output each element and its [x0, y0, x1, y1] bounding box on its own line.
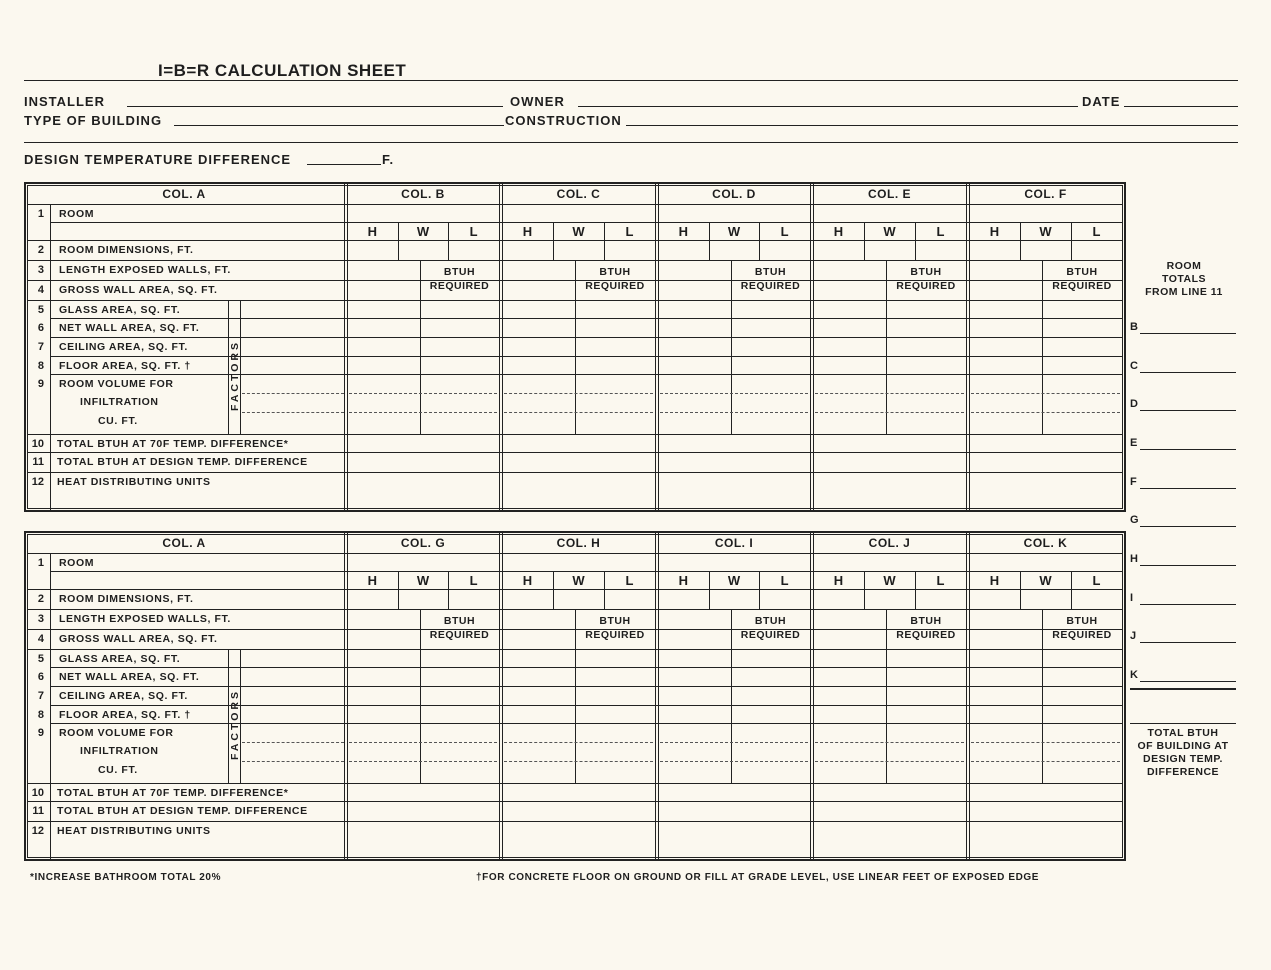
row-number: 5 [37, 653, 44, 665]
row-number: 8 [37, 709, 44, 721]
row-label: CEILING AREA, SQ. FT. [59, 690, 188, 702]
heat-units-cell[interactable] [347, 821, 499, 858]
row-number: 8 [37, 360, 44, 372]
row-number: 3 [37, 613, 44, 625]
row-line [50, 374, 1123, 375]
hwl-label: W [1039, 573, 1052, 588]
dashed-line [971, 412, 1120, 413]
hwl-label: W [1039, 224, 1052, 239]
total-btuh-line-3: DESIGN TEMP. [1143, 753, 1223, 765]
column-header: COL. G [400, 536, 446, 550]
dashed-line [815, 412, 964, 413]
btuh-label: BTUH [754, 615, 787, 627]
btuh-label: BTUH [599, 615, 631, 627]
row-label: LENGTH EXPOSED WALLS, FT. [59, 613, 231, 625]
dashed-line [504, 412, 653, 413]
room-total-field[interactable] [1140, 642, 1236, 643]
row-label: ROOM VOLUME FOR [59, 378, 174, 390]
hwl-divider [604, 571, 605, 609]
column-divider [655, 531, 656, 861]
column-divider [966, 531, 967, 861]
hwl-divider [759, 222, 760, 260]
hwl-label: H [678, 573, 689, 588]
row-line [50, 571, 1123, 572]
row-line [27, 783, 1123, 784]
room-total-field[interactable] [1140, 333, 1236, 334]
row-line [27, 553, 1123, 554]
btuh-label: REQUIRED [1052, 280, 1112, 292]
installer-field[interactable] [127, 106, 503, 107]
construction-label: CONSTRUCTION [505, 113, 622, 128]
row-number: 4 [37, 284, 44, 296]
row-label: LENGTH EXPOSED WALLS, FT. [59, 264, 231, 276]
dashed-line [349, 761, 497, 762]
type-of-building-field[interactable] [174, 125, 504, 126]
row-number: 10 [31, 787, 44, 799]
factors-label: FACTORS [229, 689, 241, 761]
row-number: 1 [37, 557, 44, 569]
room-total-letter: F [1130, 476, 1137, 488]
btuh-label: BTUH [443, 266, 476, 278]
room-total-letter: C [1130, 360, 1138, 372]
column-divider [499, 182, 500, 512]
hwl-divider [759, 571, 760, 609]
row-label: TOTAL BTUH AT 70F TEMP. DIFFERENCE* [57, 787, 289, 799]
hwl-divider [915, 222, 916, 260]
hwl-divider [864, 222, 865, 260]
row-label: GROSS WALL AREA, SQ. FT. [59, 284, 218, 296]
btuh-label: REQUIRED [585, 629, 645, 641]
row-number: 6 [37, 322, 44, 334]
hwl-label: W [883, 224, 896, 239]
hwl-divider [864, 571, 865, 609]
btuh-label: REQUIRED [585, 280, 645, 292]
heat-units-cell[interactable] [969, 821, 1122, 858]
hwl-divider [1071, 571, 1072, 609]
column-header: COL. E [867, 187, 911, 201]
row-label: HEAT DISTRIBUTING UNITS [57, 825, 211, 837]
col-a-header: COL. A [162, 187, 206, 201]
column-header: COL. I [714, 536, 754, 550]
dashed-line [971, 761, 1120, 762]
design-temp-label: DESIGN TEMPERATURE DIFFERENCE [24, 152, 292, 167]
row-line [50, 337, 1123, 338]
row-line [27, 204, 1123, 205]
room-total-field[interactable] [1140, 449, 1236, 450]
column-divider [499, 531, 500, 861]
dashed-line [971, 393, 1120, 394]
hwl-label: L [780, 224, 789, 239]
btuh-label: REQUIRED [896, 629, 956, 641]
row-line [50, 222, 1123, 223]
heat-units-cell[interactable] [347, 472, 499, 509]
hwl-label: L [936, 224, 945, 239]
hwl-label: L [469, 224, 478, 239]
hwl-label: H [522, 224, 533, 239]
owner-field[interactable] [578, 106, 1078, 107]
dashed-line [349, 393, 497, 394]
total-rule-2 [1130, 723, 1236, 724]
row-label: ROOM DIMENSIONS, FT. [59, 244, 194, 256]
design-temp-field[interactable] [307, 164, 381, 165]
row-number-divider [50, 553, 51, 861]
room-total-letter: E [1130, 437, 1138, 449]
row-number-divider [50, 204, 51, 512]
btuh-label: REQUIRED [429, 280, 490, 292]
footnote-concrete-floor: †FOR CONCRETE FLOOR ON GROUND OR FILL AT GRADE LEVEL, USE LINEAR FEET OF EXPOSED EDGE [476, 872, 1040, 883]
row-line [50, 356, 1123, 357]
hwl-label: H [989, 224, 1000, 239]
hwl-divider [398, 222, 399, 260]
row-label: TOTAL BTUH AT DESIGN TEMP. DIFFERENCE [57, 805, 308, 817]
column-header: COL. D [712, 187, 756, 201]
hwl-label: H [833, 573, 844, 588]
row-label: CU. FT. [98, 764, 138, 776]
row-label: FLOOR AREA, SQ. FT. † [59, 709, 191, 721]
btuh-label: BTUH [910, 615, 942, 627]
btuh-label: BTUH [910, 266, 942, 278]
dashed-line [660, 393, 808, 394]
hwl-label: W [572, 224, 585, 239]
row-number: 6 [37, 671, 44, 683]
col-a-divider [344, 182, 345, 512]
room-total-letter: I [1130, 592, 1134, 604]
row-number: 11 [32, 456, 44, 468]
room-total-field[interactable] [1140, 604, 1236, 605]
hwl-label: L [1092, 573, 1101, 588]
heat-units-cell[interactable] [969, 472, 1122, 509]
hwl-divider [1020, 571, 1021, 609]
row-label: CU. FT. [98, 415, 138, 427]
owner-label: OWNER [510, 94, 565, 109]
row-number: 11 [32, 805, 44, 817]
hwl-label: L [780, 573, 789, 588]
hwl-label: W [416, 224, 430, 239]
total-rule [1130, 688, 1236, 690]
row-line [27, 589, 1123, 590]
row-line [27, 434, 1123, 435]
room-totals-line-1: ROOM [1166, 260, 1202, 272]
row-label: TOTAL BTUH AT DESIGN TEMP. DIFFERENCE [57, 456, 308, 468]
hwl-divider [553, 571, 554, 609]
hwl-label: H [367, 224, 378, 239]
date-field[interactable] [1124, 106, 1238, 107]
hwl-divider [1020, 222, 1021, 260]
column-divider [810, 182, 811, 512]
heat-units-cell[interactable] [658, 821, 810, 858]
total-btuh-line-4: DIFFERENCE [1146, 766, 1220, 778]
row-label: NET WALL AREA, SQ. FT. [59, 671, 200, 683]
dashed-line [504, 393, 653, 394]
row-label: ROOM DIMENSIONS, FT. [59, 593, 194, 605]
dashed-line [504, 742, 653, 743]
row-number: 9 [37, 727, 44, 739]
date-label: DATE [1082, 94, 1121, 109]
total-btuh-line-2: OF BUILDING AT [1137, 740, 1229, 752]
room-total-letter: J [1130, 630, 1137, 642]
row-number: 3 [37, 264, 44, 276]
row-label: CEILING AREA, SQ. FT. [59, 341, 188, 353]
hwl-label: L [625, 573, 634, 588]
column-divider [966, 182, 967, 512]
hwl-label: H [367, 573, 378, 588]
column-header: COL. F [1024, 187, 1067, 201]
room-total-letter: H [1130, 553, 1138, 565]
row-label: ROOM [59, 557, 95, 569]
column-header: COL. K [1023, 536, 1068, 550]
row-label: GLASS AREA, SQ. FT. [59, 653, 181, 665]
row-line [27, 801, 1123, 802]
btuh-label: BTUH [599, 266, 631, 278]
column-divider [655, 182, 656, 512]
column-header: COL. H [556, 536, 601, 550]
row-line [27, 240, 1123, 241]
hwl-divider [553, 222, 554, 260]
hwl-divider [448, 222, 449, 260]
hwl-label: H [678, 224, 689, 239]
room-totals-line-3: FROM LINE 11 [1145, 286, 1223, 298]
btuh-label: BTUH [1066, 615, 1098, 627]
dashed-line [660, 742, 808, 743]
column-header: COL. J [868, 536, 911, 550]
row-line [50, 723, 1123, 724]
row-line [50, 318, 1123, 319]
room-total-field[interactable] [1140, 681, 1236, 682]
row-label: FLOOR AREA, SQ. FT. † [59, 360, 191, 372]
btuh-label: BTUH [754, 266, 787, 278]
row-number: 1 [37, 208, 44, 220]
row-number: 2 [37, 244, 44, 256]
row-label: GROSS WALL AREA, SQ. FT. [59, 633, 218, 645]
row-line [50, 667, 1123, 668]
room-totals-line-2: TOTALS [1161, 273, 1207, 285]
dashed-line [242, 393, 344, 394]
hwl-divider [604, 222, 605, 260]
hwl-label: W [727, 573, 741, 588]
title-rule [24, 80, 1238, 81]
hwl-label: W [416, 573, 430, 588]
room-total-field[interactable] [1140, 488, 1236, 489]
row-number: 10 [31, 438, 44, 450]
hwl-divider [448, 571, 449, 609]
btuh-label: REQUIRED [896, 280, 956, 292]
row-number: 4 [37, 633, 44, 645]
dashed-line [971, 742, 1120, 743]
room-total-letter: K [1130, 669, 1138, 681]
dashed-line [815, 742, 964, 743]
row-number: 7 [37, 690, 44, 702]
heat-units-cell[interactable] [813, 821, 966, 858]
installer-label: INSTALLER [24, 94, 105, 109]
dashed-line [349, 412, 497, 413]
col-a-header: COL. A [162, 536, 206, 550]
factors-label: FACTORS [229, 340, 241, 412]
heat-units-cell[interactable] [502, 472, 655, 509]
degree-unit-label: F. [382, 152, 395, 167]
row-number: 5 [37, 304, 44, 316]
btuh-label: REQUIRED [429, 629, 490, 641]
row-number: 12 [31, 825, 44, 837]
row-line [27, 452, 1123, 453]
hwl-divider [915, 571, 916, 609]
total-btuh-line-1: TOTAL BTUH [1147, 727, 1219, 739]
col-a-divider [344, 531, 345, 861]
row-number: 2 [37, 593, 44, 605]
room-totals-heading [1132, 260, 1236, 299]
hwl-label: W [727, 224, 741, 239]
row-label: NET WALL AREA, SQ. FT. [59, 322, 200, 334]
hwl-divider [709, 222, 710, 260]
room-total-field[interactable] [1140, 526, 1236, 527]
heat-units-cell[interactable] [658, 472, 810, 509]
dashed-line [349, 742, 497, 743]
dashed-line [815, 393, 964, 394]
btuh-label: BTUH [1066, 266, 1098, 278]
row-line [50, 686, 1123, 687]
hwl-label: W [883, 573, 896, 588]
row-label: TOTAL BTUH AT 70F TEMP. DIFFERENCE* [57, 438, 289, 450]
construction-field[interactable] [626, 125, 1238, 126]
heat-units-cell[interactable] [502, 821, 655, 858]
btuh-label: BTUH [443, 615, 476, 627]
room-total-letter: B [1130, 321, 1138, 333]
dashed-line [660, 412, 808, 413]
dashed-line [815, 761, 964, 762]
hwl-label: L [936, 573, 945, 588]
row-label: INFILTRATION [80, 396, 159, 408]
hwl-label: H [989, 573, 1000, 588]
hwl-label: H [833, 224, 844, 239]
row-label: ROOM [59, 208, 95, 220]
total-btuh-heading [1128, 727, 1238, 779]
room-total-field[interactable] [1140, 372, 1236, 373]
dashed-line [504, 761, 653, 762]
column-header: COL. C [556, 187, 601, 201]
dashed-line [242, 761, 344, 762]
column-header: COL. B [401, 187, 445, 201]
btuh-label: REQUIRED [740, 280, 801, 292]
row-number: 7 [37, 341, 44, 353]
dashed-line [242, 742, 344, 743]
row-label: ROOM VOLUME FOR [59, 727, 174, 739]
heat-units-cell[interactable] [813, 472, 966, 509]
row-label: GLASS AREA, SQ. FT. [59, 304, 181, 316]
room-total-letter: G [1130, 514, 1139, 526]
row-number: 12 [31, 476, 44, 488]
room-total-field[interactable] [1140, 410, 1236, 411]
column-divider [810, 531, 811, 861]
hwl-label: L [469, 573, 478, 588]
footnote-bathroom: *INCREASE BATHROOM TOTAL 20% [30, 872, 222, 883]
room-total-field[interactable] [1140, 565, 1236, 566]
hwl-label: W [572, 573, 585, 588]
hwl-label: H [522, 573, 533, 588]
row-number: 9 [37, 378, 44, 390]
row-label: INFILTRATION [80, 745, 159, 757]
hwl-divider [398, 571, 399, 609]
hwl-divider [1071, 222, 1072, 260]
hwl-divider [709, 571, 710, 609]
dashed-line [242, 412, 344, 413]
btuh-label: REQUIRED [740, 629, 801, 641]
hwl-label: L [1092, 224, 1101, 239]
sheet-title: I=B=R CALCULATION SHEET [158, 61, 407, 80]
row-line [50, 705, 1123, 706]
hwl-label: L [625, 224, 634, 239]
room-total-letter: D [1130, 398, 1138, 410]
header-rule [24, 142, 1238, 143]
dashed-line [660, 761, 808, 762]
type-of-building-label: TYPE OF BUILDING [24, 113, 163, 128]
btuh-label: REQUIRED [1052, 629, 1112, 641]
row-label: HEAT DISTRIBUTING UNITS [57, 476, 211, 488]
